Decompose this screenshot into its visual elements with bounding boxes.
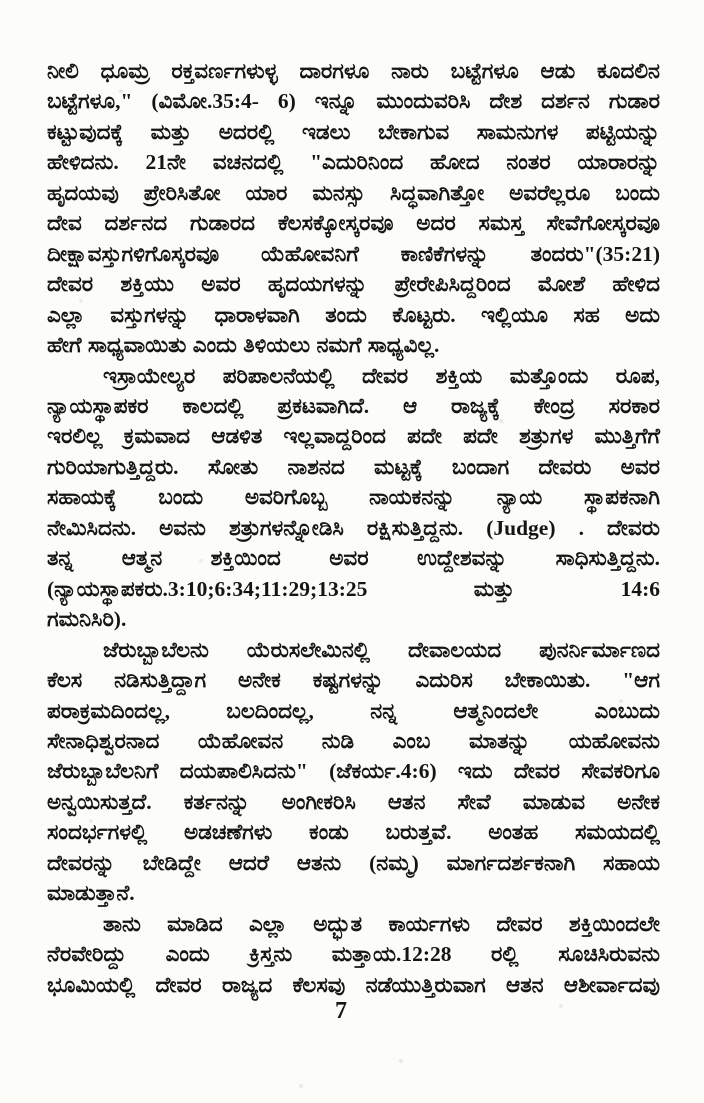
scan-noise xyxy=(0,0,2,2)
text-line: ನೀಲಿ ಧೂಮ್ರ ರಕ್ತವರ್ಣಗಳುಳ್ಳ ದಾರಗಳೂ ನಾರು ಬಟ್ಟೆಗಳೂ ಆಡು ಕೂದಲಿನ xyxy=(47,59,660,83)
text-line: ನ್ಯಾಯಸ್ಥಾಪಕರ ಕಾಲದಲ್ಲಿ ಪ್ರಕಟವಾಗಿದೆ. ಆ ರಾಜ್ಯಕ್ಕೆ ಕೇಂದ್ರ ಸರಕಾರ xyxy=(47,393,660,418)
text-line: ದೇವರನ್ನು ಬೇಡಿದ್ದೇ ಆದರೆ ಆತನು (ನಮ್ಮ) ಮಾರ್ಗದರ್ಶಕನಾಗಿ ಸಹಾಯ xyxy=(47,850,660,875)
text-line: ಇಸ್ರಾಯೇಲ್ಯರ ಪರಿಪಾಲನೆಯಲ್ಲಿ ದೇವರ ಶಕ್ತಿಯ ಮತ್ತೊಂದು ರೂಪ, xyxy=(103,363,660,388)
text-line: ಸಂದರ್ಭಗಳಲ್ಲಿ ಅಡಚಣೆಗಳು ಕಂಡು ಬರುತ್ತವೆ. ಅಂತಹ ಸಮಯದಲ್ಲಿ xyxy=(47,820,660,845)
text-line: ಕಟ್ಟುವುದಕ್ಕೆ ಮತ್ತು ಅದರಲ್ಲಿ ಇಡಲು ಬೇಕಾಗುವ ಸಾಮನುಗಳ ಪಟ್ಟಿಯನ್ನು xyxy=(47,119,660,144)
text-line: ಹೇಳಿದನು. 21ನೇ ವಚನದಲ್ಲಿ "ಎದುರಿನಿಂದ ಹೋದ ನಂತರ ಯಾರಾರನ್ನು xyxy=(47,150,660,175)
text-line: ನೇಮಿಸಿದನು. ಅವನು ಶತ್ರುಗಳನ್ನೋಡಿಸಿ ರಕ್ಷಿಸುತ್ತಿದ್ದನು. (Judge) . ದೇವರು xyxy=(47,515,660,540)
text-line: ನೆರವೇರಿದ್ದು ಎಂದು ಕ್ರಿಸ್ತನು ಮತ್ತಾಯ.12:28 ರಲ್ಲಿ ಸೂಚಿಸಿರುವನು xyxy=(47,942,660,967)
text-line: ದೇವ ದರ್ಶನದ ಗುಡಾರದ ಕೆಲಸಕ್ಕೋಸ್ಕರವೂ ಅದರ ಸಮಸ್ತ ಸೇವೆಗೋಸ್ಕರವೂ xyxy=(47,211,660,236)
paragraph xyxy=(47,909,660,1000)
paragraph xyxy=(47,56,660,361)
text-line: ಜೆರುಬ್ಬಾಬೆಲನು ಯೆರುಸಲೇಮಿನಲ್ಲಿ ದೇವಾಲಯದ ಪುನರ್ನಿರ್ಮಾಣದ xyxy=(103,637,660,662)
text-line: ದೇವರ ಶಕ್ತಿಯು ಅವರ ಹೃದಯಗಳನ್ನು ಪ್ರೇರೇಪಿಸಿದ್ದರಿಂದ ಮೋಶೆ ಹೇಳಿದ xyxy=(47,272,660,297)
text-line: ಗಮನಿಸಿರಿ). xyxy=(47,607,127,632)
text-line: ಇರಲಿಲ್ಲ ಕ್ರಮವಾದ ಆಡಳಿತ ಇಲ್ಲವಾದ್ದರಿಂದ ಪದೇ ಪದೇ ಶತ್ರುಗಳ ಮುತ್ತಿಗೆಗೆ xyxy=(47,424,660,449)
text-line: (ನ್ಯಾಯಸ್ಥಾಪಕರು.3:10;6:34;11:29;13:25 ಮತ್ತು 14:6 xyxy=(47,576,660,601)
text-block xyxy=(47,56,660,1000)
text-line: ಪರಾಕ್ರಮದಿಂದಲ್ಲ, ಬಲದಿಂದಲ್ಲ, ನನ್ನ ಆತ್ಮನಿಂದಲೇ ಎಂಬುದು xyxy=(47,698,660,723)
paragraph xyxy=(47,635,660,909)
text-line: ಜೆರುಬ್ಬಾಬೆಲನಿಗೆ ದಯಪಾಲಿಸಿದನು" (ಜೆಕರ್ಯ.4:6) ಇದು ದೇವರ ಸೇವಕರಿಗೂ xyxy=(47,759,660,784)
text-line: ಸಹಾಯಕ್ಕೆ ಬಂದು ಅವರಿಗೊಬ್ಬ ನಾಯಕನನ್ನು ನ್ಯಾಯ ಸ್ಥಾಪಕನಾಗಿ xyxy=(47,485,660,510)
text-line: ಹೇಗೆ ಸಾಧ್ಯವಾಯಿತು ಎಂದು ತಿಳಿಯಲು ನಮಗೆ ಸಾಧ್ಯವಿಲ್ಲ. xyxy=(47,333,440,358)
page-number: 7 xyxy=(335,998,347,1024)
text-line: ಭೂಮಿಯಲ್ಲಿ ದೇವರ ರಾಜ್ಯದ ಕೆಲಸವು ನಡೆಯುತ್ತಿರುವಾಗ ಆತನ ಆಶೀರ್ವಾದವು xyxy=(47,972,660,997)
paragraph xyxy=(47,361,660,635)
text-line: ಮಾಡುತ್ತಾನೆ. xyxy=(47,881,135,906)
text-line: ಸೇನಾಧಿಶ್ವರನಾದ ಯೆಹೋವನ ನುಡಿ ಎಂಬ ಮಾತನ್ನು ಯಹೋವನು xyxy=(47,728,660,753)
text-line: ಗುರಿಯಾಗುತ್ತಿದ್ದರು. ಸೋತು ನಾಶನದ ಮಟ್ಟಕ್ಕೆ ಬಂದಾಗ ದೇವರು ಅವರ xyxy=(47,454,660,479)
text-line: ತನ್ನ ಆತ್ಮನ ಶಕ್ತಿಯಿಂದ ಅವರ ಉದ್ದೇಶವನ್ನು ಸಾಧಿಸುತ್ತಿದ್ದನು. xyxy=(47,546,660,571)
text-line: ಅನ್ವಯಿಸುತ್ತದೆ. ಕರ್ತನನ್ನು ಅಂಗೀಕರಿಸಿ ಆತನ ಸೇವೆ ಮಾಡುವ ಅನೇಕ xyxy=(47,789,660,814)
text-line: ಕೆಲಸ ನಡಿಸುತ್ತಿದ್ದಾಗ ಅನೇಕ ಕಷ್ಟಗಳನ್ನು ಎದುರಿಸ ಬೇಕಾಯಿತು. "ಆಗ xyxy=(47,668,660,693)
text-line: ಎಲ್ಲಾ ವಸ್ತುಗಳನ್ನು ಧಾರಾಳವಾಗಿ ತಂದು ಕೊಟ್ಟರು. ಇಲ್ಲಿಯೂ ಸಹ ಅದು xyxy=(47,302,660,327)
text-line: ದೀಕ್ಷಾವಸ್ತುಗಳಿಗೊಸ್ಕರವೂ ಯೆಹೋವನಿಗೆ ಕಾಣಿಕೆಗಳನ್ನು ತಂದರು"(35:21) xyxy=(47,241,660,266)
text-line: ಬಟ್ಟೆಗಳೂ," (ವಿಮೋ.35:4- 6) ಇನ್ನೂ ಮುಂದುವರಿಸಿ ದೇಶ ದರ್ಶನ ಗುಡಾರ xyxy=(47,89,660,114)
text-line: ಹೃದಯವು ಪ್ರೇರಿಸಿತೋ ಯಾರ ಮನಸ್ಸು ಸಿದ್ಧವಾಗಿತ್ತೋ ಅವರೆಲ್ಲರೂ ಬಂದು xyxy=(47,180,660,205)
text-line: ತಾನು ಮಾಡಿದ ಎಲ್ಲಾ ಅದ್ಭುತ ಕಾರ್ಯಗಳು ದೇವರ ಶಕ್ತಿಯಿಂದಲೇ xyxy=(103,911,660,936)
